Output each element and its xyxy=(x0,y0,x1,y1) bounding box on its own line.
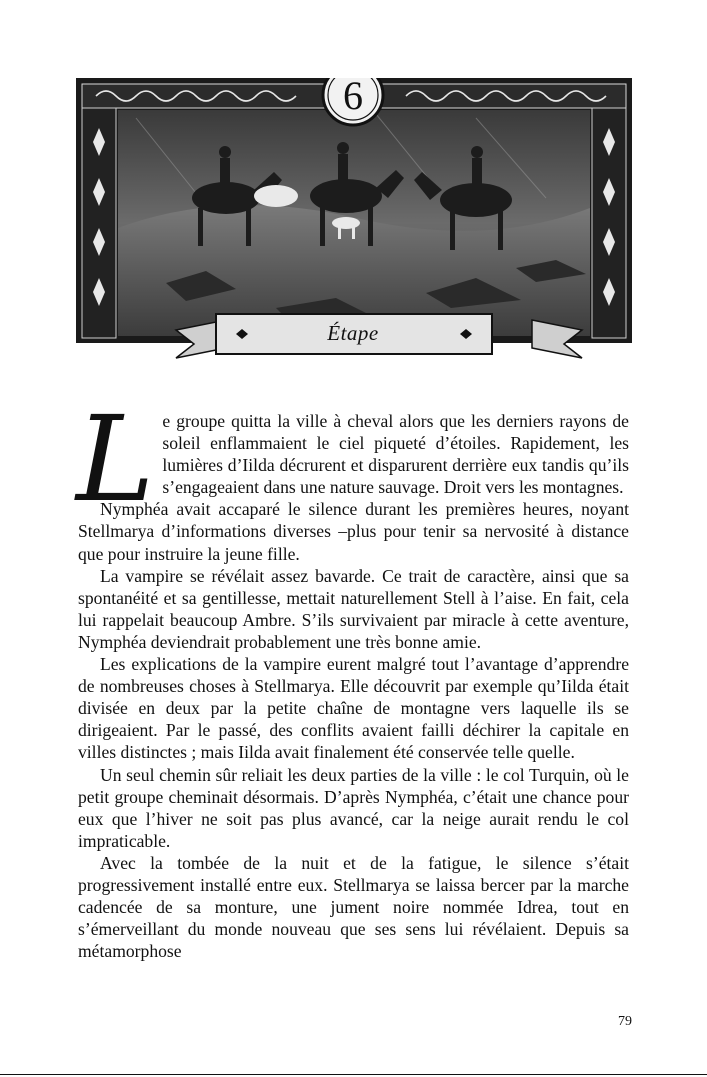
chapter-number: 6 xyxy=(343,72,363,118)
paragraph: Un seul chemin sûr reliait les deux parties de la ville : le col Turquin, où le petit groupe cheminait désormais. D’après Nymphéa, c’était une chance pour eux que l’hiver ne soit pas plus avancé, car la neige aurait rendu le col impraticable. xyxy=(78,764,629,851)
paragraph xyxy=(76,390,629,528)
drop-cap: L xyxy=(76,390,155,528)
body-text xyxy=(76,390,629,962)
paragraph-text: e groupe quitta la ville à cheval alors que les derniers rayons de soleil enflammaient le ciel piqueté d’étoiles. Rapidement, les lumières d’Iilda décrurent et disparurent derrière eux tandis qu’ils s’engageaient dans une nature sauvage. Droit vers les montagnes. xyxy=(162,411,629,498)
paragraph: Avec la tombée de la nuit et de la fatigue, le silence s’était progressivement installé entre eux. Stellmarya se laissa bercer par la marche cadencée de sa monture, une jument noire nommée Idrea, tout en s’émerveillant du monde nouveau que ses sens lui révélaient. Depuis sa métamorphose xyxy=(78,852,629,962)
bottom-divider xyxy=(0,1074,707,1075)
page-number: 79 xyxy=(618,1014,632,1029)
paragraph: La vampire se révélait assez bavarde. Ce trait de caractère, ainsi que sa spontanéité et sa gentillesse, mettait naturellement Stell à l’aise. En fait, cela lui rappelait beaucoup Ambre. S’ils survivaient par miracle à cette aventure, Nymphéa deviendrait probablement une très bonne amie. xyxy=(78,565,629,652)
paragraph: Les explications de la vampire eurent malgré tout l’avantage d’apprendre de nombreuses choses à Stellmarya. Elle découvrit par exemple qu’Iilda était divisée en deux par la petite chaîne de montagne vers laquelle ils se dirigeaient. Par le passé, des conflits avaient failli déchirer la capitale en villes distinctes ; mais Iilda avait finalement été conservée telle quelle. xyxy=(78,654,629,763)
chapter-title: Étape xyxy=(327,320,379,345)
paragraph: Nymphéa avait accaparé le silence durant les premières heures, noyant Stellmarya d’informations diverses –plus pour tenir sa nervosité à distance que pour instruire la jeune fille. xyxy=(78,499,629,564)
